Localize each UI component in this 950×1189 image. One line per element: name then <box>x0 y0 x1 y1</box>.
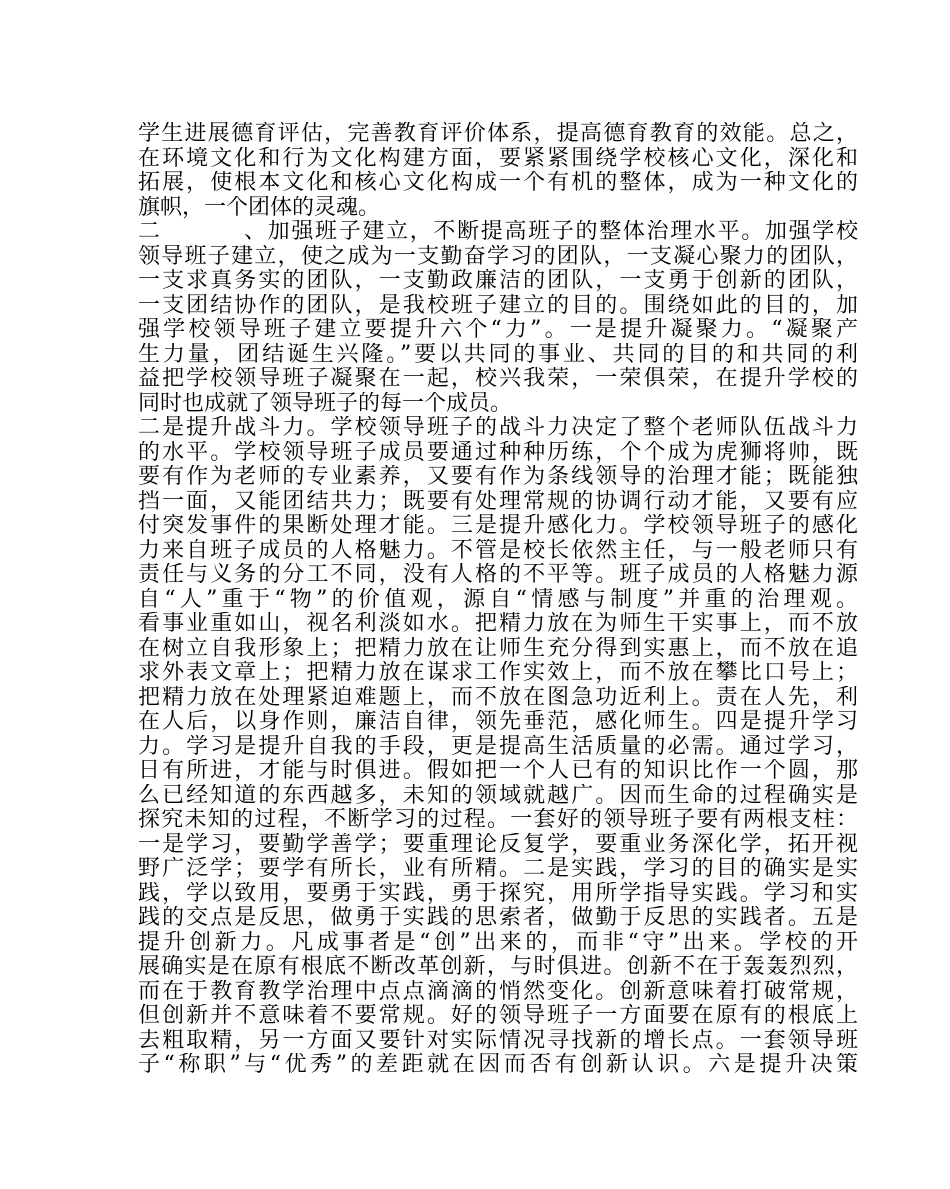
text-line: 强学校领导班子建立要提升六个“力”。一是提升凝聚力。“凝聚产 <box>138 318 858 342</box>
text-line: 一支求真务实的团队，一支勤政廉洁的团队，一支勇于创新的团队， <box>138 269 858 293</box>
text-line: 的水平。学校领导班子成员要通过种种历练，个个成为虎狮将帅，既 <box>138 440 858 465</box>
text-line: 践，学以致用，要勇于实践，勇于探究，用所学指导实践。学习和实 <box>138 881 858 906</box>
text-line: 拓展，使根本文化和核心文化构成一个有机的整体，成为一种文化的 <box>138 171 858 195</box>
text-line: 挡一面，又能团结共力；既要有处理常规的协调行动才能，又要有应 <box>138 489 858 514</box>
text-line: 践的交点是反思，做勇于实践的思索者，做勤于反思的实践者。五是 <box>138 906 858 930</box>
text-line: 把精力放在处理紧迫难题上，而不放在图急功近利上。责在人先，利 <box>138 685 858 710</box>
text-line: 在树立自我形象上；把精力放在让师生充分得到实惠上，而不放在追 <box>138 636 858 661</box>
text-line: 但创新并不意味着不要常规。好的领导班子一方面要在原有的根底上 <box>138 1004 858 1028</box>
section-heading-text: 加强班子建立，不断提高班子的整体治理水平。加强学校 <box>266 220 858 244</box>
text-line: 领导班子建立，使之成为一支勤奋学习的团队，一支凝心聚力的团队， <box>138 244 858 269</box>
body-text <box>138 122 858 1078</box>
text-line: 在人后，以身作则，廉洁自律，领先垂范，感化师生。四是提升学习 <box>138 710 858 734</box>
text-line: 提升创新力。凡成事者是“创”出来的，而非“守”出来。学校的开 <box>138 930 858 955</box>
text-line: 责任与义务的分工不同，没有人格的不平等。班子成员的人格魅力源 <box>138 563 858 587</box>
text-line: 付突发事件的果断处理才能。三是提升感化力。学校领导班子的感化 <box>138 514 858 538</box>
text-line: 在环境文化和行为文化构建方面，要紧紧围绕学校核心文化，深化和 <box>138 146 858 171</box>
text-line: 一支团结协作的团队，是我校班子建立的目的。围绕如此的目的，加 <box>138 293 858 318</box>
text-line: 自“人”重于“物”的价值观，源自“情感与制度”并重的治理观。 <box>138 587 858 612</box>
text-line: 二是提升战斗力。学校领导班子的战斗力决定了整个老师队伍战斗力 <box>138 416 858 440</box>
text-line: 看事业重如山，视名利淡如水。把精力放在为师生干实事上，而不放 <box>138 612 858 636</box>
section-heading-line <box>138 220 858 245</box>
text-line: 学生进展德育评估，完善教育评价体系，提高德育教育的效能。总之， <box>138 122 858 146</box>
section-number: 二、 <box>138 220 266 244</box>
text-line: 而在于教育教学治理中点点滴滴的悄然变化。创新意味着打破常规， <box>138 979 858 1004</box>
text-line: 力来自班子成员的人格魅力。不管是校长依然主任，与一般老师只有 <box>138 538 858 563</box>
text-line: 子“称职”与“优秀”的差距就在因而否有创新认识。六是提升决策 <box>138 1053 858 1077</box>
text-line: 旗帜，一个团体的灵魂。 <box>138 195 381 220</box>
text-line: 展确实是在原有根底不断改革创新，与时俱进。创新不在于轰轰烈烈， <box>138 955 858 979</box>
text-line: 野广泛学；要学有所长，业有所精。二是实践，学习的目的确实是实 <box>138 857 858 881</box>
text-line: 日有所进，才能与时俱进。假如把一个人已有的知识比作一个圆，那 <box>138 759 858 783</box>
text-line: 力。学习是提升自我的手段，更是提高生活质量的必需。通过学习， <box>138 734 858 759</box>
text-line: 益把学校领导班子凝聚在一起，校兴我荣，一荣俱荣，在提升学校的 <box>138 367 858 391</box>
text-line: 求外表文章上；把精力放在谋求工作实效上，而不放在攀比口号上； <box>138 661 858 685</box>
text-line: 探究未知的过程，不断学习的过程。一套好的领导班子要有两根支柱： <box>138 808 858 832</box>
text-line: 要有作为老师的专业素养，又要有作为条线领导的治理才能；既能独 <box>138 465 858 489</box>
text-line: 去粗取精，另一方面又要针对实际情况寻找新的增长点。一套领导班 <box>138 1028 858 1053</box>
text-line: 一是学习，要勤学善学；要重理论反复学，要重业务深化学，拓开视 <box>138 832 858 857</box>
text-line: 同时也成就了领导班子的每一个成员。 <box>138 391 513 416</box>
text-line: 生力量，团结诞生兴隆。”要以共同的事业、共同的目的和共同的利 <box>138 342 858 367</box>
text-line: 么已经知道的东西越多，未知的领域就越广。因而生命的过程确实是 <box>138 783 858 808</box>
